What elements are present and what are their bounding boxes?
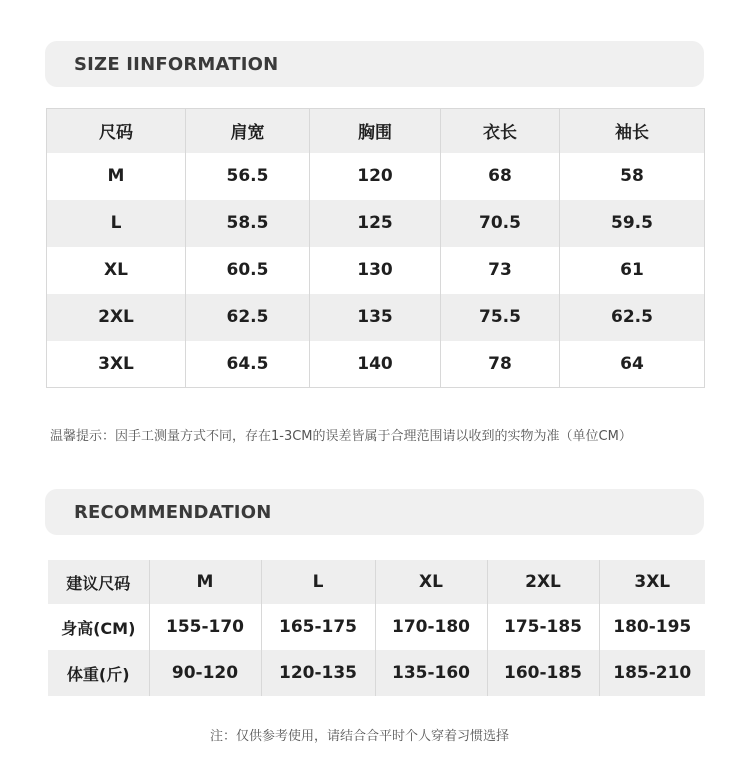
table-row: [47, 153, 705, 200]
table-cell: 68: [441, 153, 560, 200]
recommendation-header-cell: M: [149, 560, 261, 604]
size-header-cell: 胸围: [310, 109, 441, 153]
table-cell: 73: [441, 247, 560, 294]
table-row: [48, 650, 705, 696]
table-cell: 135-160: [375, 650, 487, 696]
recommendation-header: [45, 489, 704, 535]
size-header-cell: 肩宽: [186, 109, 310, 153]
measurement-tip-note: 温馨提示：因手工测量方式不同，存在1-3CM的误差皆属于合理范围请以收到的实物为准（单位CM）: [50, 429, 632, 444]
table-cell: 58: [560, 153, 705, 200]
table-row: [48, 604, 705, 650]
table-cell: 56.5: [186, 153, 310, 200]
size-label-cell: L: [110, 213, 122, 233]
table-cell: 120: [310, 153, 441, 200]
size-label-cell: M: [107, 166, 125, 186]
recommendation-header-cell: 建议尺码: [48, 560, 149, 604]
table-cell: 64.5: [186, 341, 310, 388]
recommendation-header-row: [48, 560, 705, 604]
table-cell: 140: [310, 341, 441, 388]
size-header-cell: 尺码: [99, 123, 133, 144]
recommendation-title: RECOMMENDATION: [74, 501, 272, 523]
recommendation-header-cell: XL: [375, 560, 487, 604]
recommendation-header-cell: L: [261, 560, 375, 604]
size-header-cell: 衣长: [441, 109, 560, 153]
table-cell: 75.5: [441, 294, 560, 341]
recommendation-table: [48, 560, 705, 696]
size-information-title: SIZE IINFORMATION: [74, 53, 279, 75]
table-cell: 125: [310, 200, 441, 247]
size-table: [46, 108, 705, 388]
table-cell: 175-185: [487, 604, 599, 650]
recommendation-header-cell: 3XL: [599, 560, 705, 604]
reference-note: 注：仅供参考使用，请结合合平时个人穿着习惯选择: [210, 729, 510, 744]
weight-label-cell: 体重(斤): [48, 650, 149, 696]
table-cell: 62.5: [186, 294, 310, 341]
table-cell: 58.5: [186, 200, 310, 247]
table-cell: 170-180: [375, 604, 487, 650]
table-cell: 61: [560, 247, 705, 294]
table-cell: 70.5: [441, 200, 560, 247]
size-header-cell: 袖长: [560, 109, 705, 153]
table-cell: 185-210: [599, 650, 705, 696]
table-cell: 64: [560, 341, 705, 388]
size-table-header-row: [47, 109, 705, 153]
table-cell: 165-175: [261, 604, 375, 650]
size-label-cell: 3XL: [98, 353, 134, 374]
table-cell: 60.5: [186, 247, 310, 294]
size-label-cell: 2XL: [98, 307, 134, 327]
table-cell: 59.5: [560, 200, 705, 247]
table-cell: 135: [310, 294, 441, 341]
table-cell: 180-195: [599, 604, 705, 650]
table-cell: 90-120: [149, 650, 261, 696]
table-cell: 120-135: [261, 650, 375, 696]
height-label-cell: 身高(CM): [48, 604, 149, 650]
table-row: [47, 247, 705, 294]
table-cell: 155-170: [149, 604, 261, 650]
table-row: [47, 341, 705, 388]
table-row: [47, 200, 705, 247]
size-label-cell: XL: [104, 260, 128, 280]
table-cell: 160-185: [487, 650, 599, 696]
recommendation-header-cell: 2XL: [487, 560, 599, 604]
table-cell: 130: [310, 247, 441, 294]
table-row: [47, 294, 705, 341]
size-information-header: [45, 41, 704, 87]
table-cell: 78: [441, 341, 560, 388]
table-cell: 62.5: [560, 294, 705, 341]
